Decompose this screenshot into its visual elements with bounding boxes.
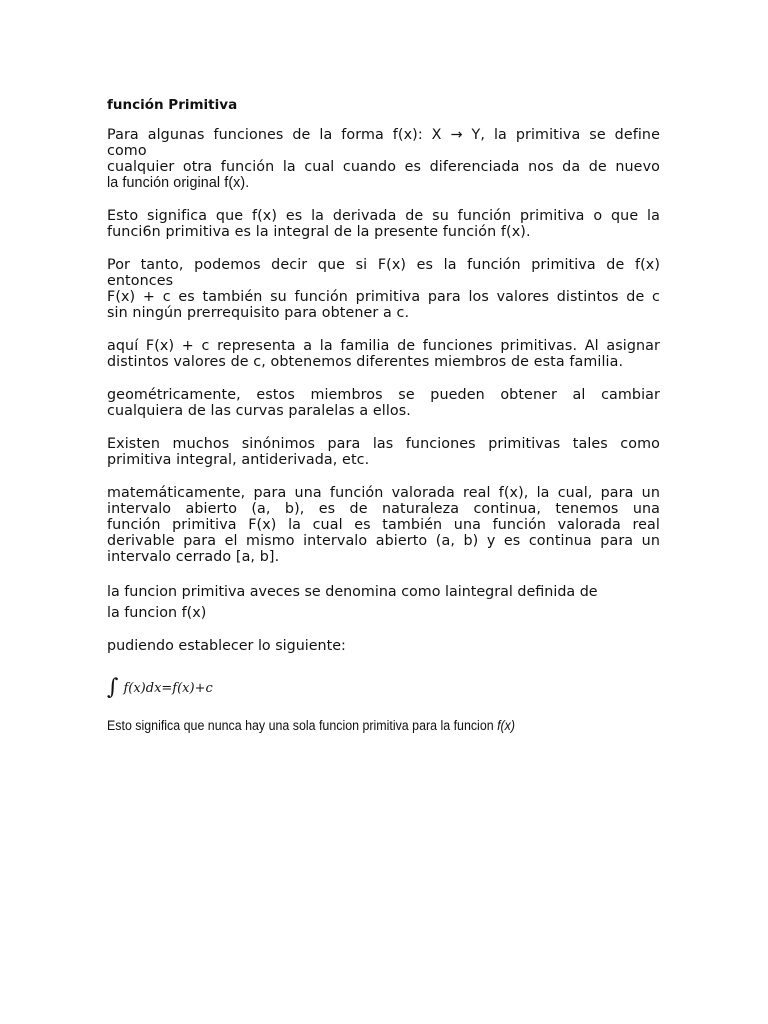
paragraph-line: cualquier otra función la cual cuando es diferenciada nos da de nuevo [107, 159, 660, 175]
paragraph-line: aquí F(x) + c representa a la familia de funciones primitivas. Al asignar [107, 338, 660, 354]
integral-sign: ∫ [107, 675, 119, 700]
paragraph-line: F(x) + c es también su función primitiva para los valores distintos de c [107, 289, 660, 305]
paragraph-line: intervalo cerrado [a, b]. [107, 549, 280, 565]
paragraph-line: como [107, 143, 147, 159]
paragraph-line: entonces [107, 273, 174, 289]
paragraph-definite-integral [107, 582, 660, 624]
paragraph-synonyms [107, 436, 660, 468]
paragraph-line: sin ningún prerrequisito para obtener a c. [107, 305, 410, 321]
paragraph-line: distintos valores de c, obtenemos diferentes miembros de esta familia. [107, 354, 624, 370]
paragraph-family [107, 338, 660, 370]
paragraph-line: derivable para el mismo intervalo abierto (a, b) y es continua para un [107, 533, 660, 549]
paragraph-line: primitiva integral, antiderivada, etc. [107, 452, 370, 468]
paragraph-line: matemáticamente, para una función valorada real f(x), la cual, para un [107, 485, 660, 501]
paragraph-line: geométricamente, estos miembros se pueden obtener al cambiar [107, 387, 660, 403]
paragraph-therefore [107, 257, 660, 321]
closing-note-text: Esto significa que nunca hay una sola funcion primitiva para la funcion [107, 718, 498, 733]
document-page [107, 96, 660, 735]
paragraph-line: función primitiva F(x) la cual es también una función valorada real [107, 517, 660, 533]
paragraph-line: Existen muchos sinónimos para las funciones primitivas tales como [107, 436, 660, 452]
paragraph-meaning [107, 208, 660, 240]
paragraph-line: la funcion f(x) [107, 605, 207, 621]
paragraph-line: intervalo abierto (a, b), es de naturaleza continua, tenemos una [107, 501, 660, 517]
paragraph-geometric [107, 387, 660, 419]
formula-expression: f(x)dx=f(x)+c [123, 680, 213, 696]
paragraph-line: Para algunas funciones de la forma f(x): X → Y, la primitiva se define [107, 127, 660, 143]
paragraph-line: la función original f(x). [107, 175, 250, 191]
paragraph-mathematical [107, 485, 660, 565]
document-title: función Primitiva [107, 97, 238, 113]
paragraph-establish: pudiendo establecer lo siguiente: [107, 638, 346, 654]
closing-note [107, 717, 616, 735]
closing-note-emphasis: f(x) [497, 718, 516, 733]
paragraph-line: Esto significa que f(x) es la derivada de su función primitiva o que la [107, 208, 660, 224]
paragraph-definition [107, 127, 660, 191]
paragraph-line: Por tanto, podemos decir que si F(x) es la función primitiva de f(x) [107, 257, 660, 273]
paragraph-line: funci6n primitiva es la integral de la presente función f(x). [107, 224, 531, 240]
paragraph-line: la funcion primitiva aveces se denomina como laintegral definida de [107, 584, 598, 600]
integral-formula [107, 677, 660, 699]
paragraph-line: cualquiera de las curvas paralelas a ellos. [107, 403, 411, 419]
